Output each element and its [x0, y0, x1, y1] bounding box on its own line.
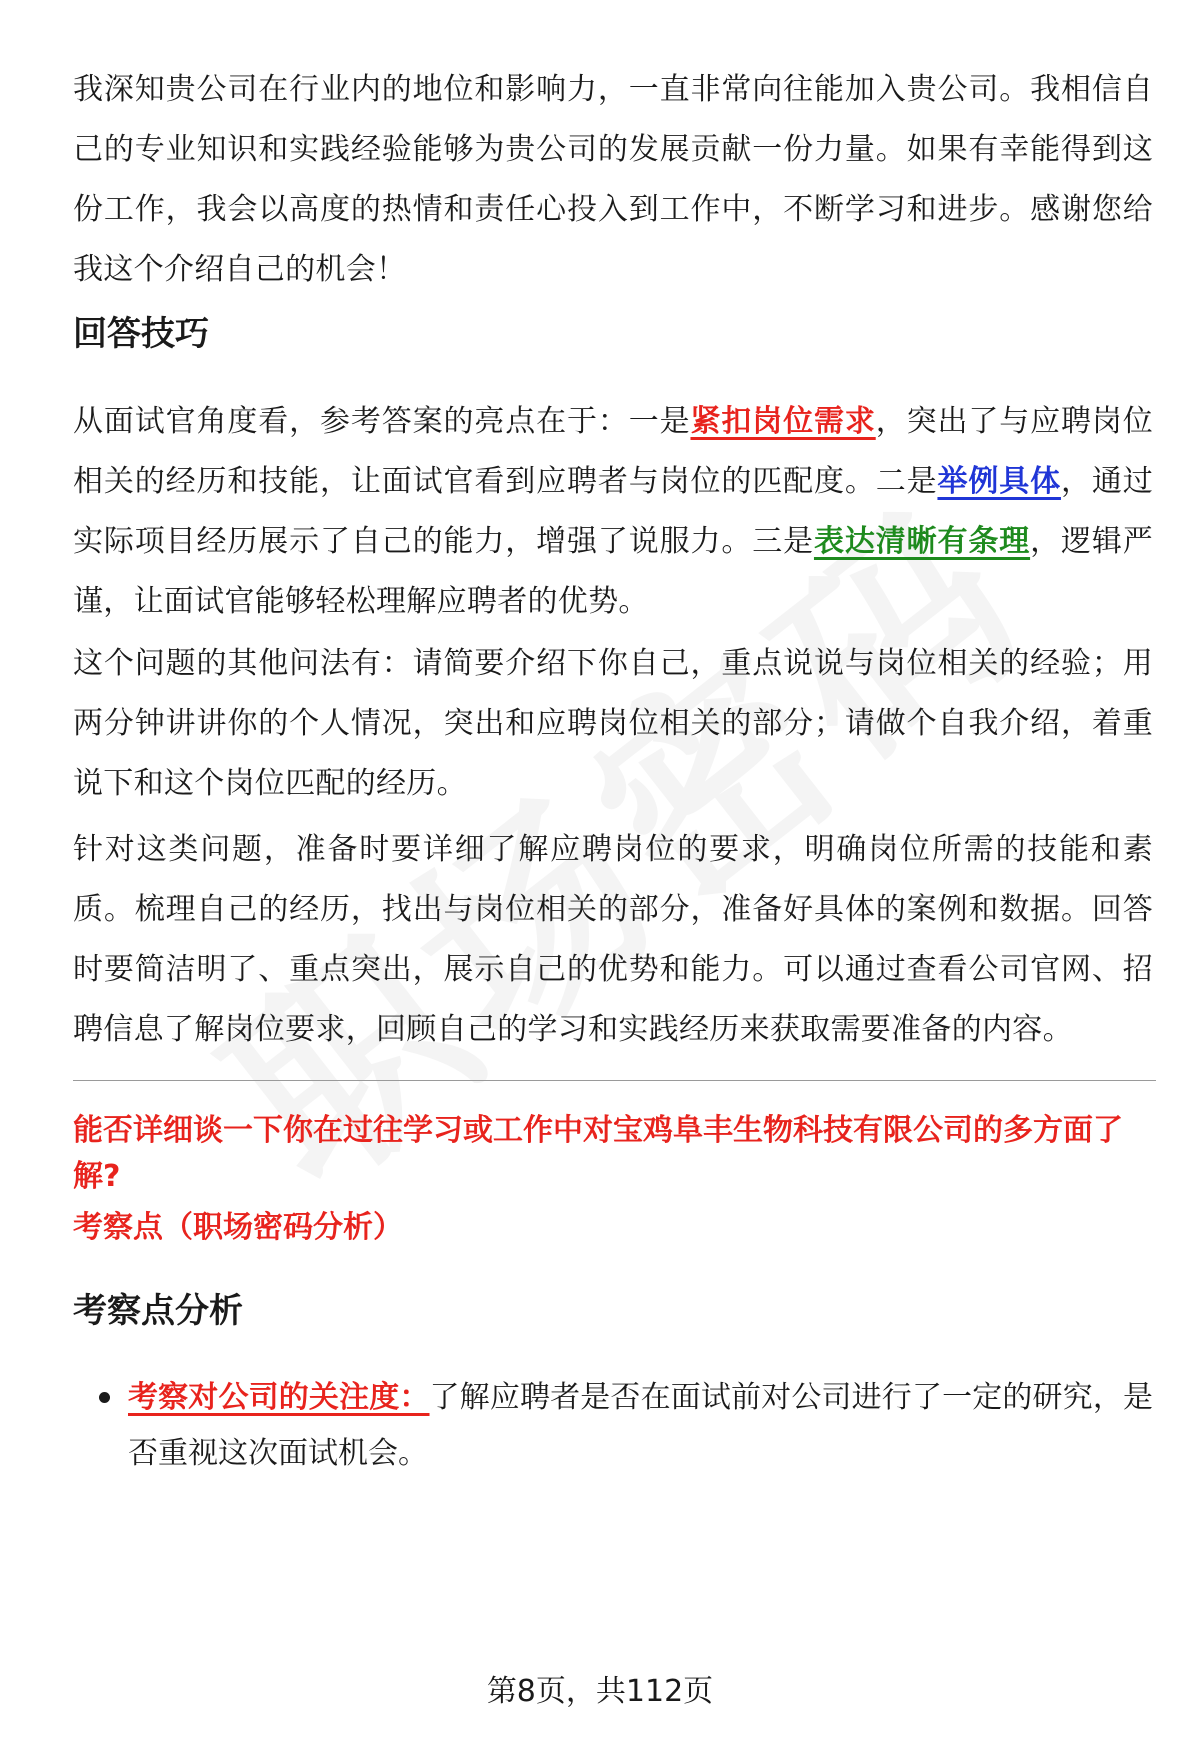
tips-paragraph-3: 针对这类问题，准备时要详细了解应聘岗位的要求，明确岗位所需的技能和素质。梳理自己的经历，找出与岗位相关的部分，准备好具体的案例和数据。回答时要简洁明了、重点突出，展示自己的优势和能力。可以通过查看公司官网、招聘信息了解岗位要求，回顾自己的学习和实践经历来获取需要准备的内容。: [73, 832, 1153, 1047]
intro-paragraph: 我深知贵公司在行业内的地位和影响力，一直非常向往能加入贵公司。我相信自己的专业知识和实践经验能够为贵公司的发展贡献一份力量。如果有幸能得到这份工作，我会以高度的热情和责任心投入到工作中，不断学习和进步。感谢您给我这个介绍自己的机会！: [73, 72, 1153, 287]
section-divider: [73, 1080, 1156, 1081]
question-sub-block: [73, 1205, 1153, 1251]
question-block: [73, 1108, 1153, 1200]
analysis-list: [73, 1370, 1153, 1482]
question-heading: 能否详细谈一下你在过往学习或工作中对宝鸡阜丰生物科技有限公司的多方面了解?: [73, 1113, 1123, 1194]
analysis-item-text: 了解应聘者是否在面试前对公司进行了一定的研究，是否重视这次面试机会。: [128, 1380, 1153, 1471]
tips-p1-text-1: 从面试官角度看，参考答案的亮点在于：一是: [73, 404, 691, 439]
page-number: 第8页，共112页: [486, 1674, 714, 1709]
analysis-item-label: 考察对公司的关注度：: [128, 1380, 430, 1415]
tips-paragraph-1: [73, 392, 1153, 632]
highlight-concrete-examples: 举例具体: [937, 464, 1061, 499]
tips-paragraph-3-wrap: [73, 820, 1153, 1060]
section-title-tips: 回答技巧: [73, 314, 209, 354]
question-subheading: 考察点（职场密码分析）: [73, 1210, 403, 1245]
tips-section: [73, 310, 1153, 358]
tips-p1-text-2: ，突出了与应聘岗位相关的经历和技能，让面试官看到应聘者与岗位的匹配度。二是: [73, 404, 1154, 499]
highlight-job-requirements: 紧扣岗位需求: [690, 404, 876, 439]
tips-paragraph-2-wrap: [73, 634, 1153, 814]
content-top: [73, 60, 1153, 300]
tips-paragraph-2: 这个问题的其他问法有：请简要介绍下你自己，重点说说与岗位相关的经验；用两分钟讲讲你的个人情况，突出和应聘岗位相关的部分；请做个自我介绍，着重说下和这个岗位匹配的经历。: [73, 646, 1153, 801]
analysis-list-wrap: [73, 1370, 1153, 1482]
tips-paragraph-1-wrap: [73, 392, 1153, 632]
highlight-clear-expression: 表达清晰有条理: [813, 524, 1031, 559]
list-item: [73, 1370, 1153, 1482]
section-title-analysis: 考察点分析: [73, 1291, 243, 1331]
analysis-section: [73, 1287, 1153, 1335]
tips-p1-text-4: ，逻辑严谨，让面试官能够轻松理解应聘者的优势。: [73, 524, 1153, 619]
bullet-icon: [99, 1392, 110, 1403]
tips-p1-text-3: ，通过实际项目经历展示了自己的能力，增强了说服力。三是: [73, 464, 1153, 559]
